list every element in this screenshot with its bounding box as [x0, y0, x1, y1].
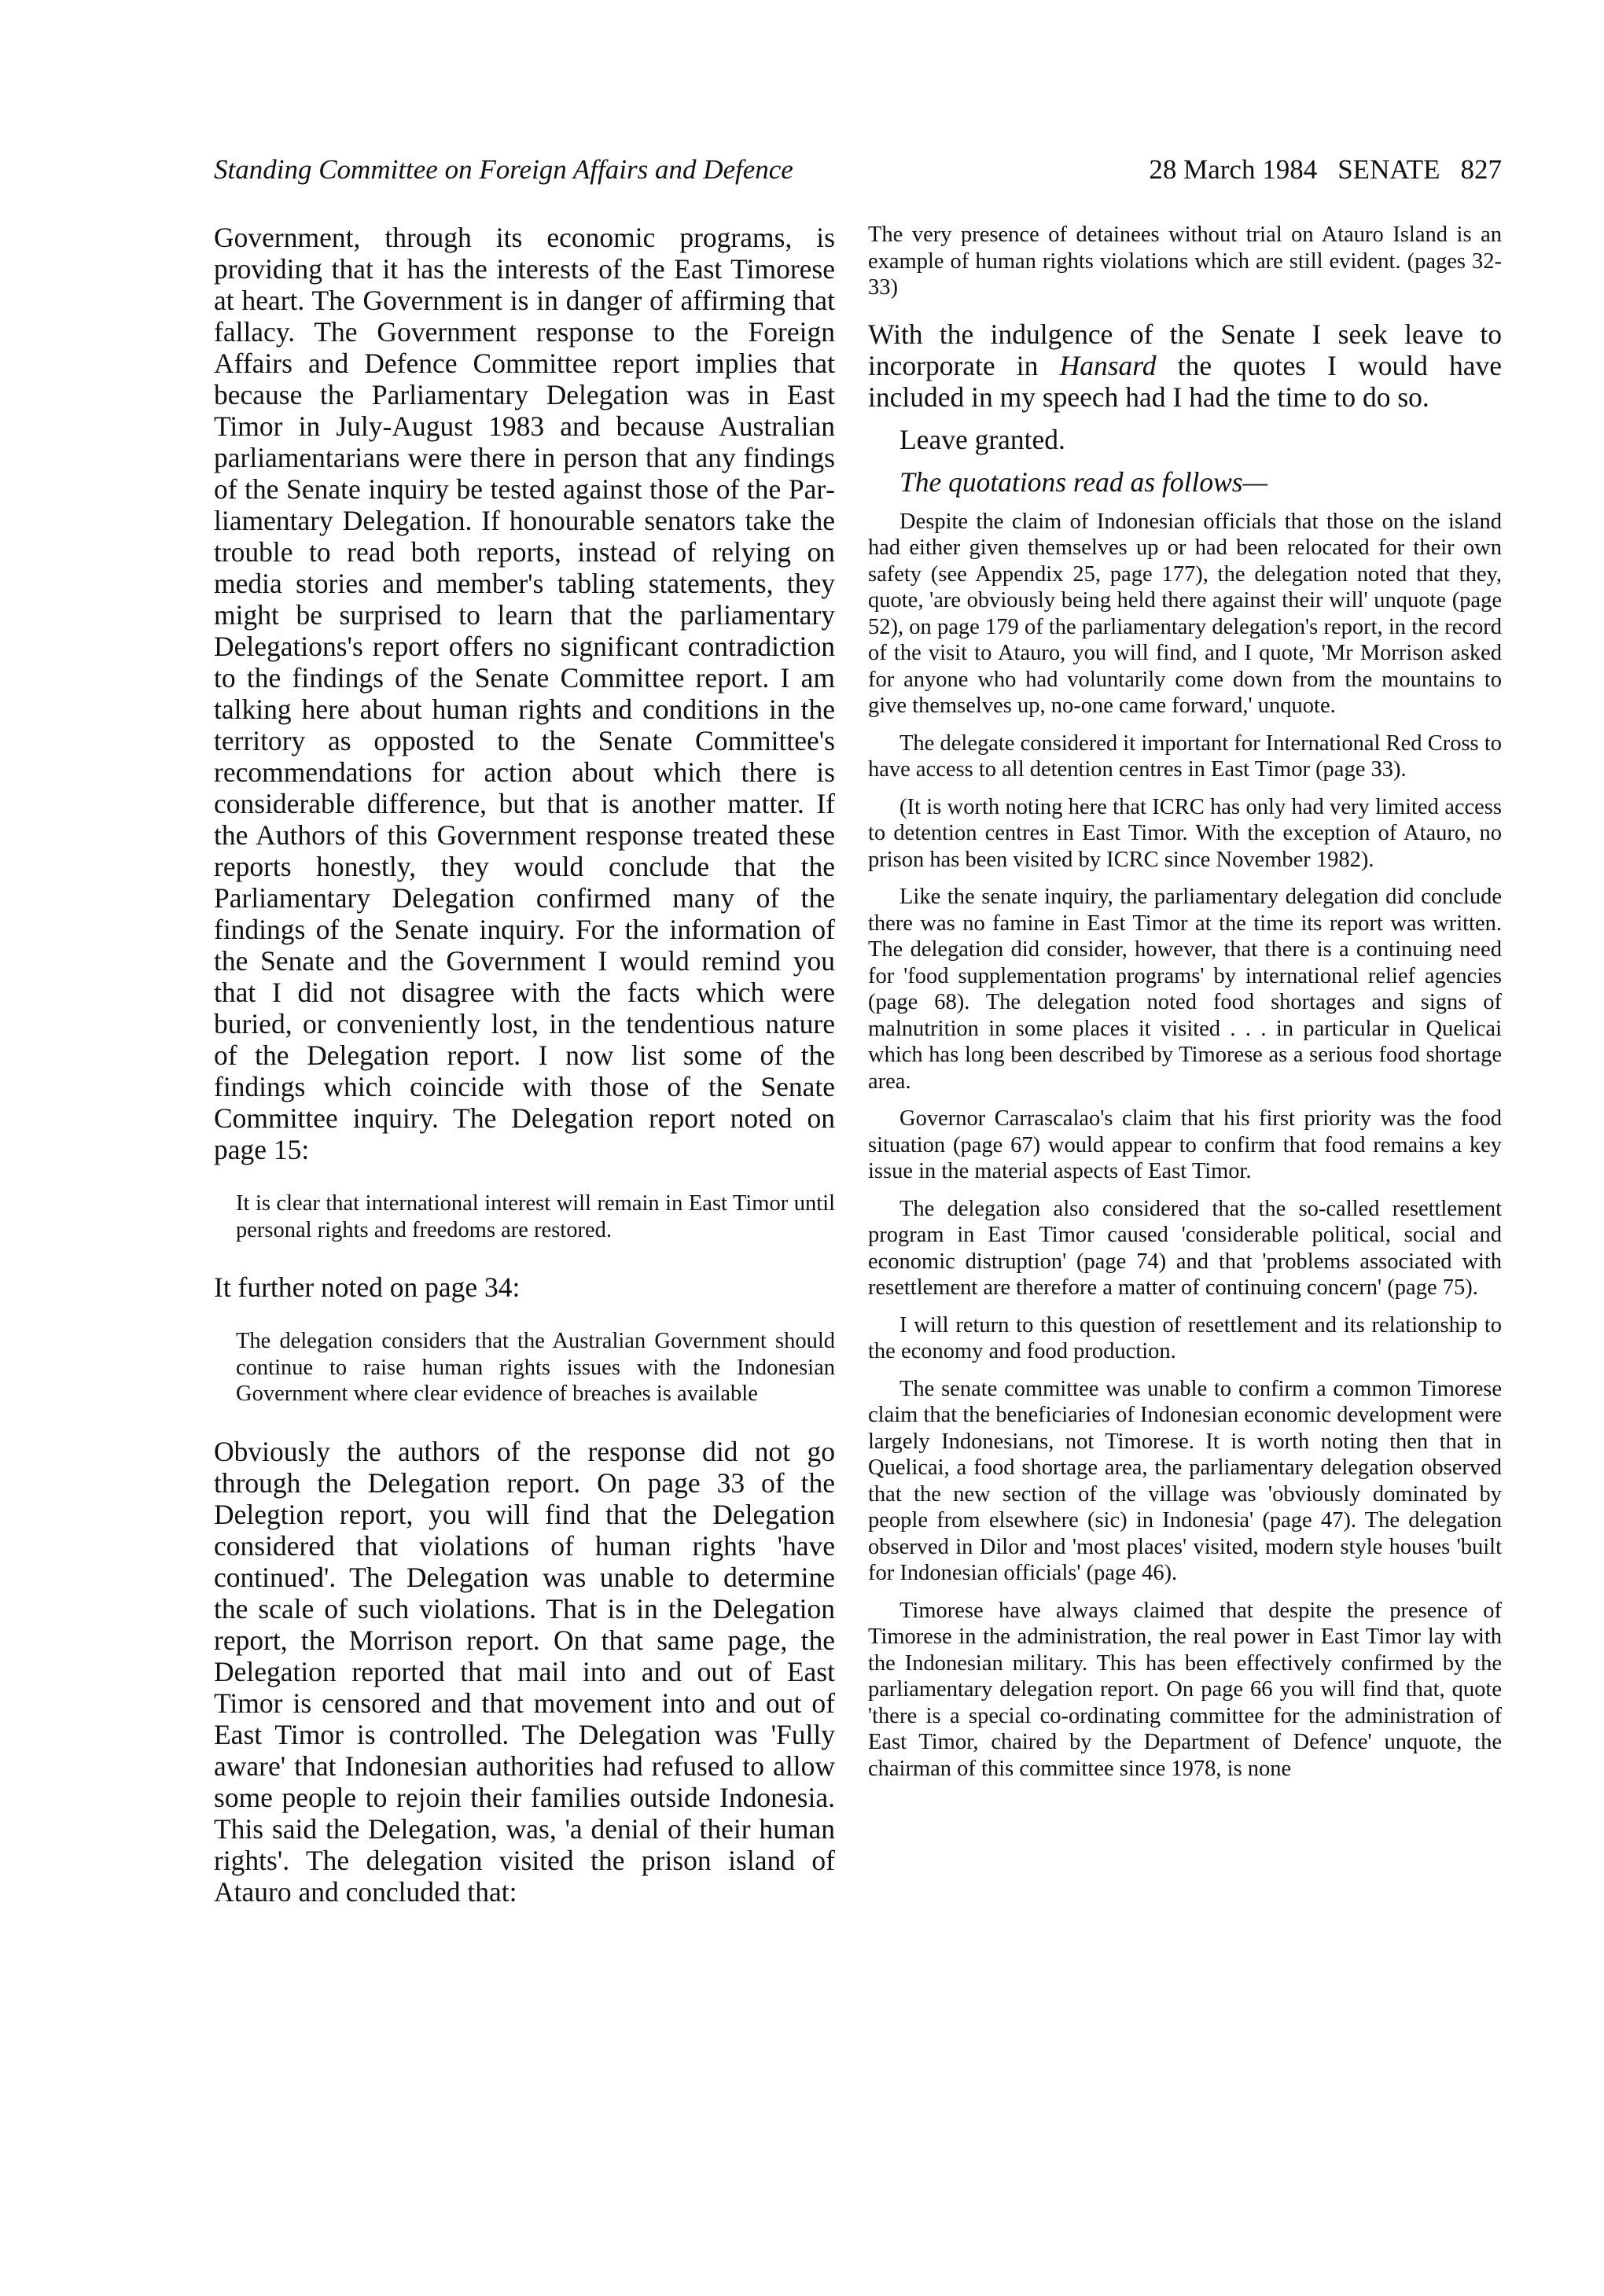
- block-quote: [236, 1328, 835, 1407]
- page-header: [214, 146, 1502, 193]
- speech-paragraph: [868, 318, 1502, 413]
- quotation-paragraph: The senate committee was unable to confirm a common Timorese claim that the beneficiaries of Indonesian economic development were largely Indonesians, not Timorese. It is worth noting then that in Quelicai, a food shortage area, the parliamentary delegation observed that the new section of the village was 'obviously dominated by people from elsewhere (sic) in Indonesia' (page 47). The delegation observed in Dilor and 'most places' visited, modern style houses 'built for Indonesian officials' (page 46).: [868, 1376, 1502, 1585]
- header-date: 28 March 1984: [1149, 154, 1318, 185]
- quote-text: The very presence of detainees without trial on Atauro Island is an example of human rights violations which are still evident. (pages 32-33): [868, 223, 1502, 300]
- quotation-paragraph: Timorese have always claimed that despite the presence of Timorese in the administration, the real power in East Timor lay with the Indonesian military. This has been effectively confirmed by the parliamentary delegation report. On page 66 you will find that, quote 'there is a special co-ordinating committee for the administration of East Timor, chaired by the Department of Defence' unquote, the chairman of this committee since 1978, is none: [868, 1598, 1502, 1781]
- speech-paragraph: Obviously the authors of the response did not go through the Delegation report. On page 33 of the Delegtion report, you will find that the Delegation considered that violations of human rights 'have continued'. The Delegation was unable to determine the scale of such violations. That is in the Delegation report, the Morrison report. On that same page, the Delegation reported that mail into and out of East Timor is censored and that movement into and out of East Timor is controlled. The Delegation was 'Fully aware' that Indonesian authorities had refused to allow some people to rejoin their families outside Indonesia. This said the Delegation, was, 'a denial of their human rights'. The delegation visited the prison island of Atauro and concluded that:: [214, 1435, 835, 1908]
- block-quote: [236, 1190, 835, 1243]
- right-column: [868, 222, 1502, 1782]
- speech-paragraph: Government, through its economic programs, is providing that it has the interests of the East Timorese at heart. The Government is in danger of affirming that fallacy. The Government response to the Foreign Affairs and Defence Committee report implies that because the Parliamentary Delegation was in East Timor in July-August 1983 and because Australian parliamentarians were there in person that any findings of the Senate inquiry be tested against those of the Parliamentary Delegation. If honourable senators take the trouble to read both reports, instead of relying on media stories and member's tabling statements, they might be surprised to learn that the parliamentary Delegations's report offers no significant contradiction to the findings of the Senate Committee report. I am talking here about human rights and conditions in the territory as opposted to the Senate Committee's recommendations for action about which there is considerable difference, but that is another matter. If the Authors of this Government response treated these reports honestly, they would conclude that the Parliamentary Delegation confirmed many of the findings of the Senate inquiry. For the information of the Senate and the Government I would remind you that I did not disagree with the facts which were buried, or conveniently lost, in the tendentious nature of the Delegation report. I now list some of the findings which coincide with those of the Senate Committee inquiry. The Delegation report noted on page 15:: [214, 222, 835, 1165]
- quotation-paragraph: The delegate considered it important for International Red Cross to have access to all detention centres in East Timor (page 33).: [868, 730, 1502, 782]
- speech-paragraph: It further noted on page 34:: [214, 1271, 521, 1303]
- header-meta: [1128, 146, 1502, 193]
- quotation-paragraph: The delegation also considered that the so-called resettlement program in East Timor caused 'considerable political, social and economic distruption' (page 74) and that 'problems associated with resettlement are therefore a matter of continuing concern' (page 75).: [868, 1196, 1502, 1300]
- left-column: [214, 222, 835, 1908]
- quotation-paragraph: (It is worth noting here that ICRC has only had very limited access to detention centres in East Timor. With the exception of Atauro, no prison has been visited by ICRC since November 1982).: [868, 794, 1502, 872]
- quotation-paragraph: Like the senate inquiry, the parliamentary delegation did conclude there was no famine in East Timor at the time its report was written. The delegation did consider, however, that there is a continuing need for 'food supplementation programs' by international relief agencies (page 68). The delegation noted food shortages and signs of malnutrition in some places it visited . . . in particular in Quelicai which has long been described by Timorese as a serious food shortage area.: [868, 885, 1502, 1094]
- quote-text: It is clear that international interest will remain in East Timor until personal rights and freedoms are restored.: [236, 1191, 835, 1242]
- page-number: 827: [1460, 154, 1502, 185]
- header-chamber: SENATE: [1337, 154, 1440, 185]
- quotations-heading: The quotations read as follows—: [899, 465, 1268, 498]
- quotation-paragraph: Despite the claim of Indonesian officials that those on the island had either given themselves up or had been relocated for their own safety (see Appendix 25, page 177), the delegation noted that they, quote, 'are obviously being held there against their will' unquote (page 52), on page 179 of the parliamentary delegation's report, in the record of the visit to Atauro, you will find, and I quote, 'Mr Morrison asked for anyone who had voluntarily come down from the mountains to give themselves up, no-one came forward,' unquote.: [868, 509, 1502, 718]
- committee-title: Standing Committee on Foreign Affairs and Defence: [214, 154, 793, 185]
- quote-text: The delegation considers that the Australian Government should continue to raise human rights issues with the Indonesian Government where clear evidence of breaches is available: [236, 1329, 835, 1406]
- hansard-italic: Hansard: [1059, 349, 1157, 381]
- quotation-paragraph: I will return to this question of resettlement and its relationship to the economy and food production.: [868, 1312, 1502, 1363]
- text-span: the quotes I would have included in my speech had I had the time to do so.: [868, 349, 1503, 413]
- text-span: With the indulgence of the Senate I seek leave to incorporate in: [868, 318, 1502, 381]
- quotation-paragraph: Governor Carrascalao's claim that his first priority was the food situation (page 67) would appear to confirm that food remains a key issue in the material aspects of East Timor.: [868, 1106, 1502, 1183]
- leave-granted: Leave granted.: [899, 423, 1065, 455]
